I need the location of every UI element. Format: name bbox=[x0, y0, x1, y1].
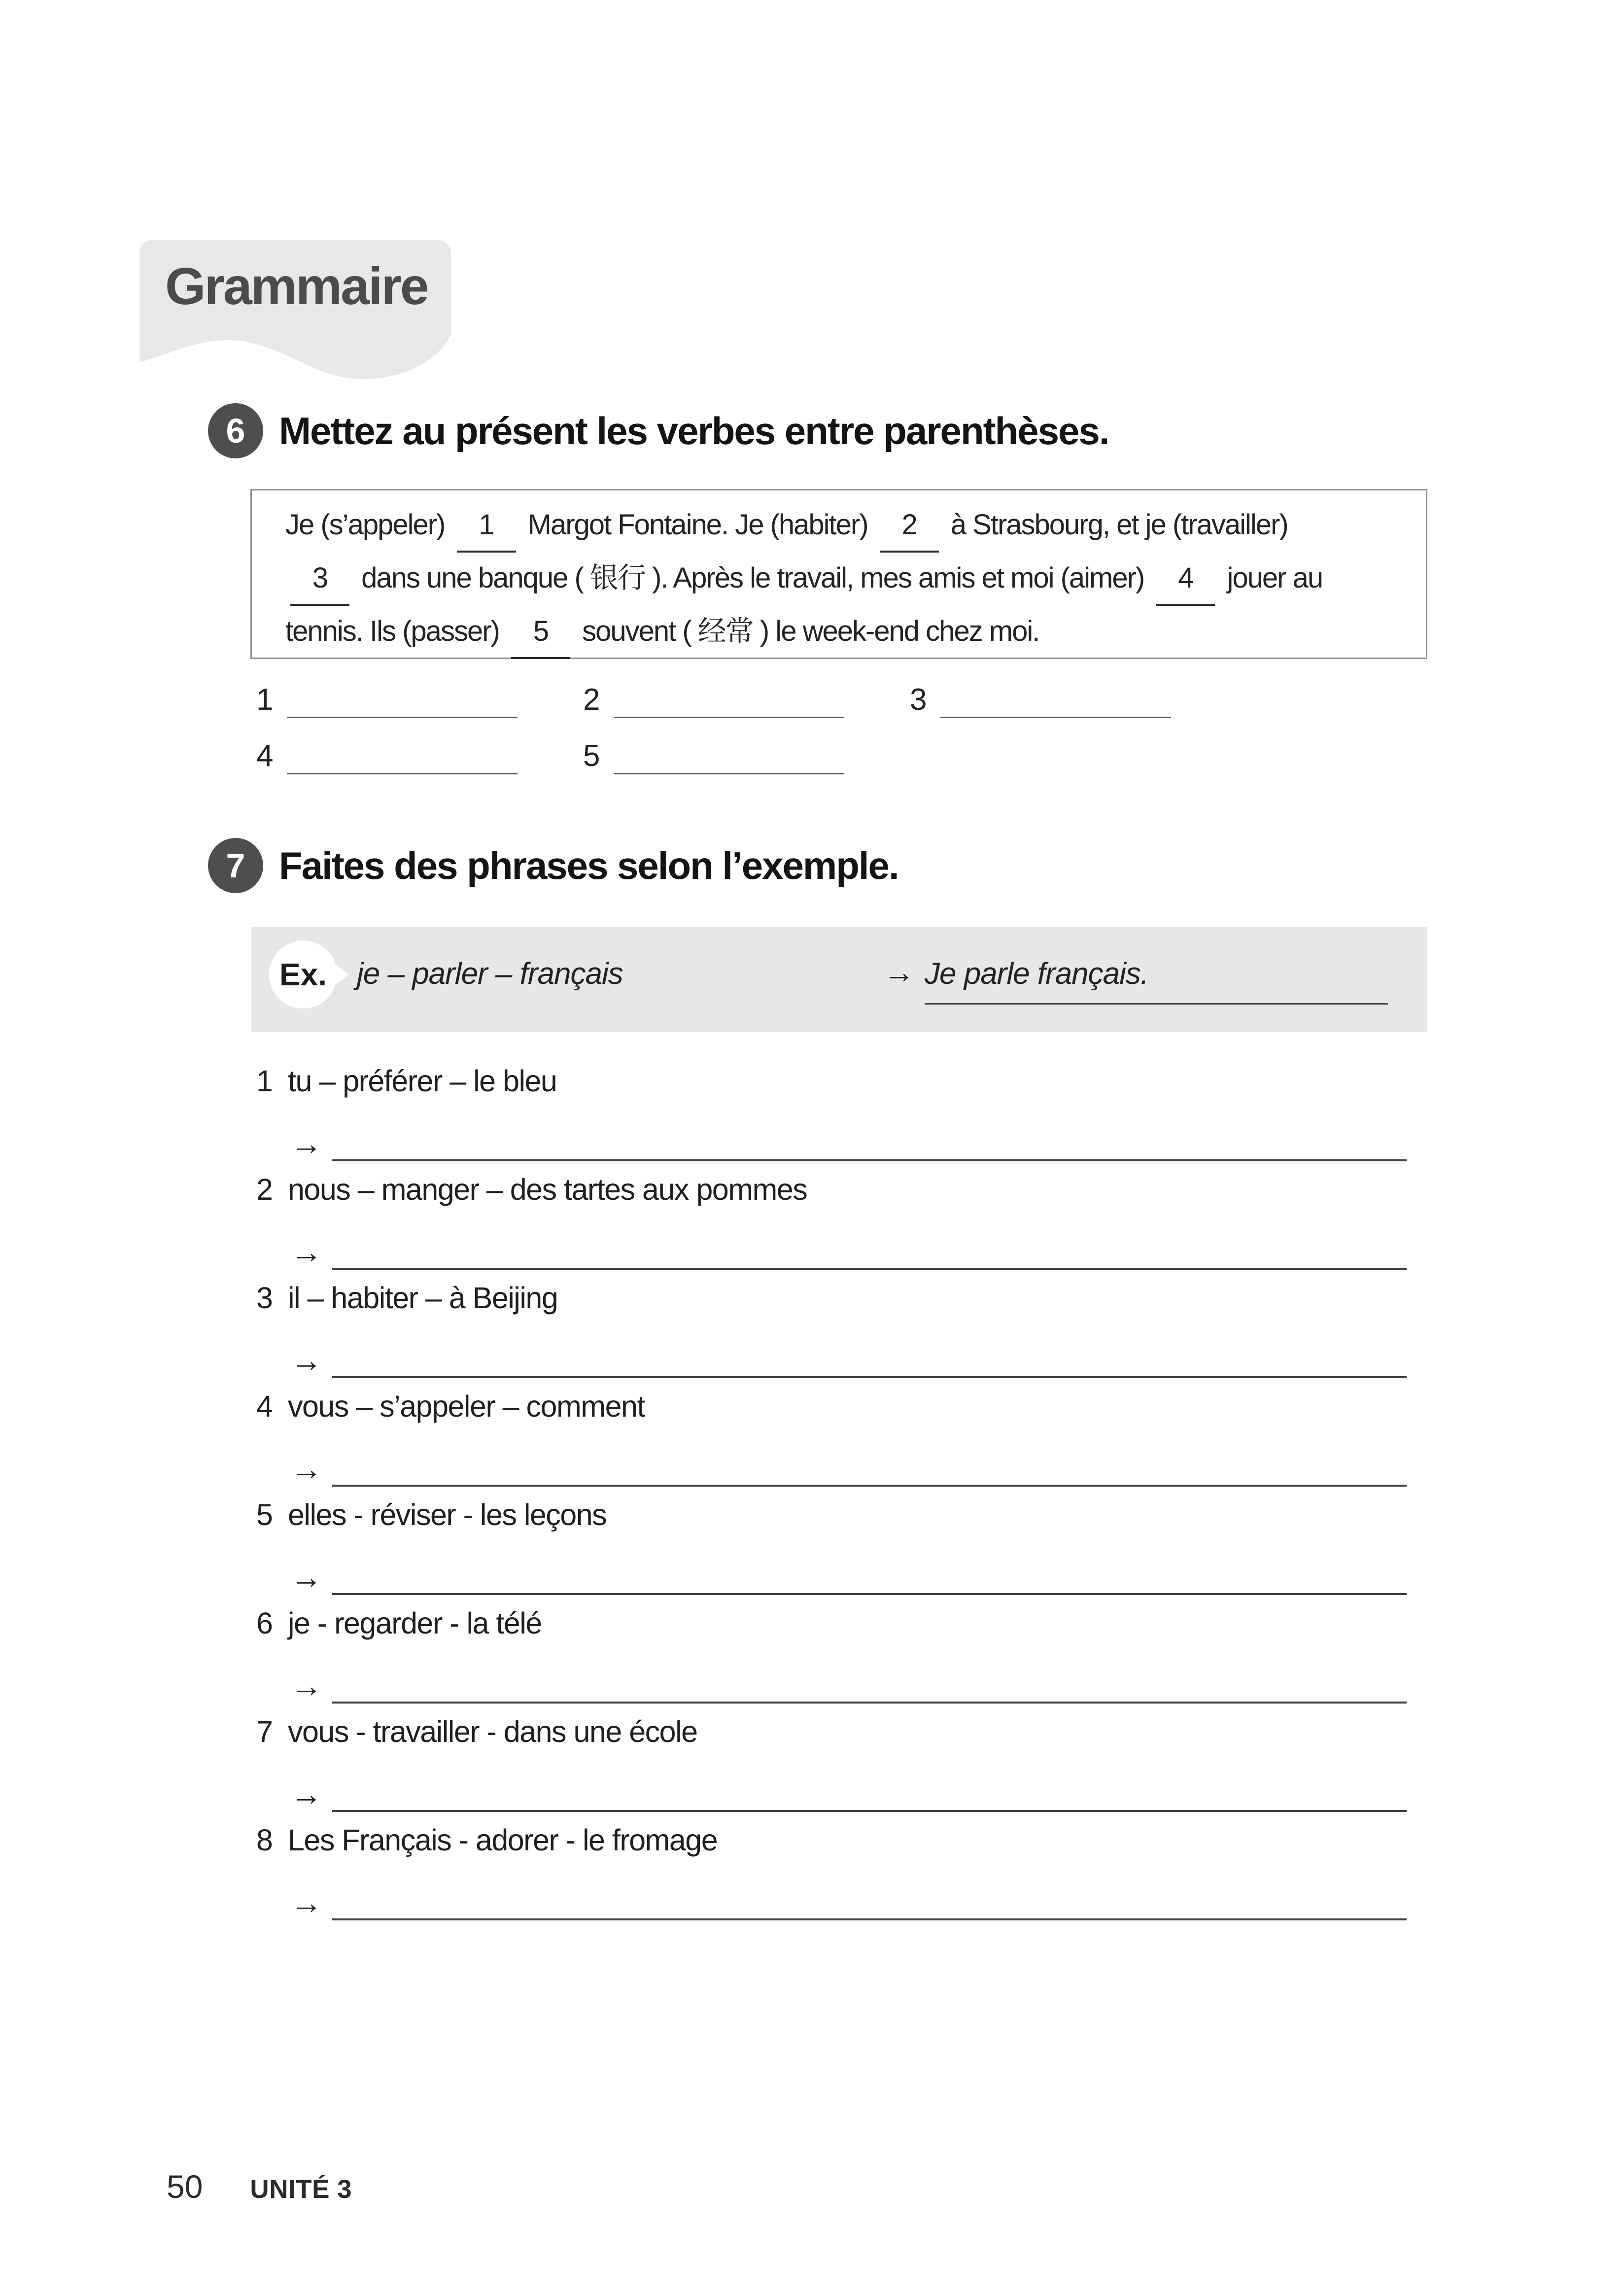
item-1 bbox=[250, 1064, 1428, 1172]
example-answer-text: Je parle français. bbox=[925, 956, 1388, 1005]
item-prompt: il – habiter – à Beijing bbox=[288, 1281, 558, 1315]
item-answer-row bbox=[291, 1229, 1407, 1270]
item-6 bbox=[250, 1606, 1428, 1714]
item-head bbox=[250, 1606, 1428, 1640]
item-prompt: elles - réviser - les leçons bbox=[288, 1498, 607, 1531]
arrow-icon: → bbox=[883, 954, 915, 990]
example-prompt: je – parler – français bbox=[357, 957, 623, 991]
exercise-7-heading bbox=[208, 838, 898, 893]
section-title: Grammaire bbox=[165, 257, 428, 315]
unit-label: UNITÉ 3 bbox=[250, 2175, 352, 2204]
item-prompt: Les Français - adorer - le fromage bbox=[288, 1823, 718, 1857]
item-answer-row bbox=[291, 1880, 1407, 1920]
arrow-icon: → bbox=[291, 1126, 322, 1161]
answer-write-line[interactable] bbox=[332, 1772, 1407, 1812]
arrow-icon: → bbox=[291, 1668, 322, 1704]
answer-slot-1 bbox=[252, 681, 579, 718]
exercise-7-number-badge: 7 bbox=[208, 838, 263, 893]
item-head bbox=[250, 1172, 1428, 1207]
answer-write-line[interactable] bbox=[287, 737, 518, 774]
answer-write-line[interactable] bbox=[332, 1446, 1407, 1487]
answer-write-line[interactable] bbox=[332, 1121, 1407, 1161]
passage-line-3 bbox=[285, 606, 1406, 659]
passage-text: tennis. Ils (passer) bbox=[285, 615, 499, 647]
item-prompt: je - regarder - la télé bbox=[288, 1606, 542, 1640]
answers-row-1 bbox=[252, 681, 1430, 718]
item-answer-row bbox=[291, 1772, 1407, 1812]
answer-write-line[interactable] bbox=[332, 1229, 1407, 1270]
answer-write-line[interactable] bbox=[332, 1338, 1407, 1378]
answer-slot-5 bbox=[579, 737, 906, 774]
exercise-7-example-box bbox=[251, 927, 1427, 1032]
item-3 bbox=[250, 1281, 1428, 1389]
item-number: 7 bbox=[256, 1715, 273, 1748]
exercise-6-number-badge: 6 bbox=[208, 403, 263, 458]
exercise-6-passage-box bbox=[250, 489, 1427, 659]
item-prompt: vous – s’appeler – comment bbox=[288, 1390, 645, 1423]
arrow-icon: → bbox=[291, 1885, 322, 1920]
item-prompt: vous - travailler - dans une école bbox=[288, 1715, 697, 1748]
answer-write-line[interactable] bbox=[332, 1555, 1407, 1595]
item-answer-row bbox=[291, 1555, 1407, 1595]
item-number: 4 bbox=[256, 1390, 273, 1423]
item-number: 5 bbox=[256, 1498, 273, 1531]
passage-blank-4[interactable]: 4 bbox=[1156, 553, 1215, 606]
item-answer-row bbox=[291, 1663, 1407, 1704]
item-head bbox=[250, 1497, 1428, 1532]
item-8 bbox=[250, 1823, 1428, 1931]
answer-write-line[interactable] bbox=[332, 1663, 1407, 1704]
passage-line-1 bbox=[285, 499, 1406, 553]
item-prompt: tu – préférer – le bleu bbox=[288, 1064, 557, 1098]
item-prompt: nous – manger – des tartes aux pommes bbox=[288, 1173, 807, 1206]
item-5 bbox=[250, 1497, 1428, 1606]
arrow-icon: → bbox=[291, 1776, 322, 1812]
arrow-icon: → bbox=[291, 1234, 322, 1270]
answer-number: 4 bbox=[256, 739, 274, 773]
example-badge: Ex. bbox=[269, 940, 337, 1009]
passage-blank-3[interactable]: 3 bbox=[290, 553, 349, 606]
answer-number: 2 bbox=[583, 683, 600, 717]
item-head bbox=[250, 1389, 1428, 1424]
answer-write-line[interactable] bbox=[287, 681, 518, 718]
item-answer-row bbox=[291, 1121, 1407, 1161]
answer-write-line[interactable] bbox=[332, 1880, 1407, 1920]
answer-write-line[interactable] bbox=[614, 681, 844, 718]
passage-blank-2[interactable]: 2 bbox=[880, 499, 939, 553]
answer-slot-4 bbox=[252, 737, 579, 774]
answer-number: 1 bbox=[256, 683, 274, 717]
answer-slot-2 bbox=[579, 681, 906, 718]
item-head bbox=[250, 1714, 1428, 1749]
item-answer-row bbox=[291, 1338, 1407, 1378]
passage-text: souvent ( 经常 ) le week-end chez moi. bbox=[582, 615, 1039, 647]
passage-text: à Strasbourg, et je (travailler) bbox=[950, 509, 1288, 541]
grammaire-banner bbox=[139, 240, 451, 384]
passage-text: Margot Fontaine. Je (habiter) bbox=[527, 509, 868, 541]
answer-write-line[interactable] bbox=[614, 737, 844, 774]
exercise-7-items bbox=[250, 1064, 1428, 1931]
exercise-6-heading bbox=[208, 403, 1108, 458]
exercise-6-title: Mettez au présent les verbes entre parenthèses. bbox=[279, 409, 1109, 452]
item-number: 2 bbox=[256, 1173, 273, 1206]
answer-slot-3 bbox=[906, 681, 1233, 718]
item-number: 1 bbox=[256, 1064, 273, 1098]
page-footer bbox=[167, 2168, 352, 2205]
exercise-7-title: Faites des phrases selon l’exemple. bbox=[279, 843, 898, 887]
item-head bbox=[250, 1823, 1428, 1857]
passage-text: Je (s’appeler) bbox=[285, 509, 445, 541]
arrow-icon: → bbox=[291, 1560, 322, 1595]
answer-number: 5 bbox=[583, 739, 600, 773]
page-number: 50 bbox=[167, 2168, 203, 2205]
passage-blank-5[interactable]: 5 bbox=[511, 606, 570, 659]
item-answer-row bbox=[291, 1446, 1407, 1487]
answers-row-2 bbox=[252, 737, 1430, 774]
arrow-icon: → bbox=[291, 1343, 322, 1378]
item-number: 6 bbox=[256, 1606, 273, 1640]
item-number: 3 bbox=[256, 1281, 273, 1315]
item-2 bbox=[250, 1172, 1428, 1281]
example-answer bbox=[883, 956, 1388, 1005]
passage-text: jouer au bbox=[1227, 562, 1323, 594]
exercise-6-answers bbox=[252, 681, 1430, 794]
passage-blank-1[interactable]: 1 bbox=[457, 499, 516, 553]
answer-write-line[interactable] bbox=[940, 681, 1171, 718]
arrow-icon: → bbox=[291, 1451, 322, 1487]
passage-text: dans une banque ( 银行 ). Après le travail, mes amis et moi (aimer) bbox=[361, 562, 1144, 594]
passage-line-2 bbox=[285, 553, 1406, 606]
item-4 bbox=[250, 1389, 1428, 1497]
answer-number: 3 bbox=[910, 683, 927, 717]
item-7 bbox=[250, 1714, 1428, 1823]
item-head bbox=[250, 1281, 1428, 1315]
item-head bbox=[250, 1064, 1428, 1098]
item-number: 8 bbox=[256, 1823, 273, 1857]
